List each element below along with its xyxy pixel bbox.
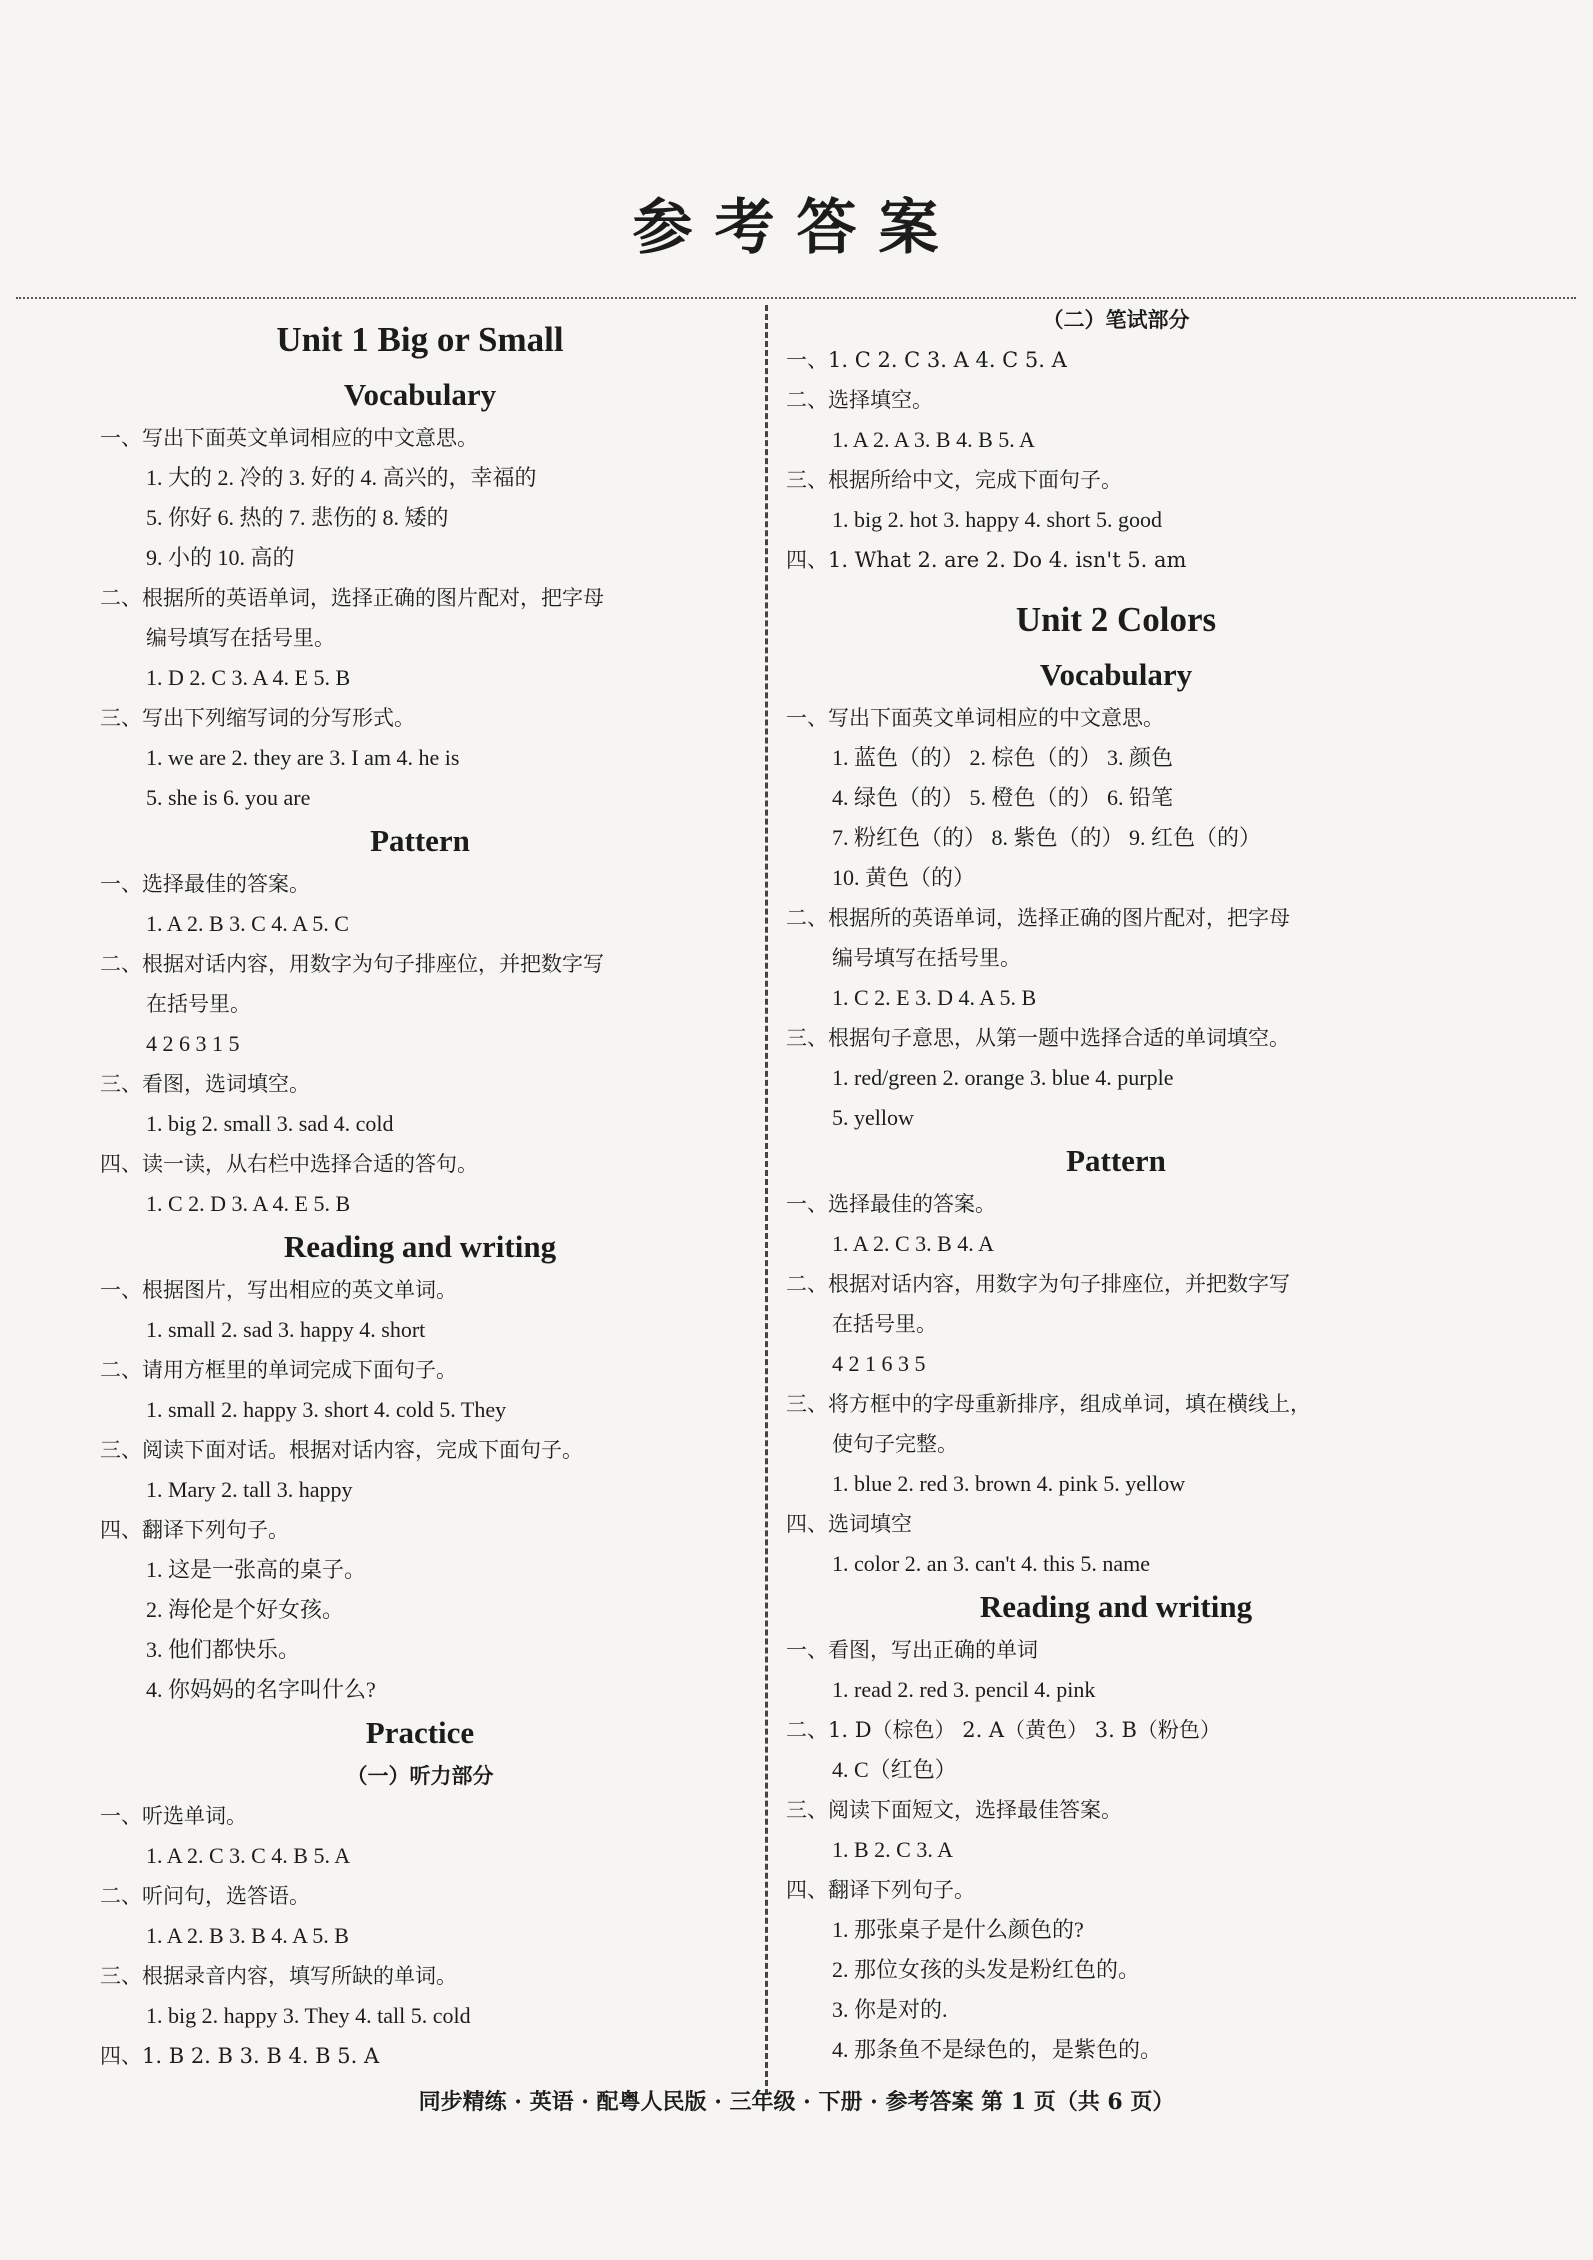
answer-line: 4 2 1 6 3 5 [832,1351,926,1376]
question-continuation: 在括号里。 [832,1312,937,1336]
answer-line: 1. read 2. red 3. pencil 4. pink [832,1677,1096,1702]
answer-line: 1. A 2. C 3. B 4. A [832,1231,994,1256]
section-heading: Pattern [1066,1143,1166,1178]
answer-line: 4 2 6 3 1 5 [146,1031,240,1056]
answer-line: 1. we are 2. they are 3. I am 4. he is [146,745,460,770]
section-heading: Vocabulary [1039,657,1193,692]
question-line: 一、写出下面英文单词相应的中文意思。 [786,706,1164,730]
unit-heading: Unit 2 Colors [1015,600,1217,639]
answer-line: 1. big 2. hot 3. happy 4. short 5. good [832,507,1162,532]
question-continuation: 在括号里。 [146,992,251,1016]
left-column [100,300,740,2076]
answer-line: 1. big 2. small 3. sad 4. cold [146,1111,394,1136]
answer-line: 10. 黄色（的） [832,865,976,890]
answer-line: 1. small 2. happy 3. short 4. cold 5. They [146,1397,507,1422]
question-line: 一、1. C 2. C 3. A 4. C 5. A [786,348,1067,372]
answer-line: 1. A 2. A 3. B 4. B 5. A [832,427,1035,452]
answer-line: 1. B 2. C 3. A [832,1837,954,1862]
answer-line: 5. she is 6. you are [146,785,311,810]
answer-line: 1. 这是一张高的桌子。 [146,1557,367,1582]
column-divider [765,305,768,2095]
answer-line: 4. 你妈妈的名字叫什么? [146,1677,376,1702]
question-line: 一、看图，写出正确的单词 [786,1638,1038,1662]
question-line: 三、阅读下面短文，选择最佳答案。 [786,1798,1122,1822]
question-line: 二、选择填空。 [786,388,933,412]
answer-line: 4. 绿色（的） 5. 橙色（的） 6. 铅笔 [832,785,1174,810]
question-line: 四、翻译下列句子。 [100,1518,289,1542]
question-line: 二、根据对话内容，用数字为句子排座位，并把数字写 [100,952,604,976]
question-line: 三、写出下列缩写词的分写形式。 [100,706,415,730]
question-line: 一、选择最佳的答案。 [100,872,310,896]
question-continuation: 编号填写在括号里。 [146,626,335,650]
subsection-heading: （一）听力部分 [346,1764,494,1788]
answer-line: 1. C 2. E 3. D 4. A 5. B [832,985,1037,1010]
answer-line: 3. 他们都快乐。 [146,1637,301,1662]
answer-line: 2. 海伦是个好女孩。 [146,1597,345,1622]
answer-line: 7. 粉红色（的） 8. 紫色（的） 9. 红色（的） [832,825,1262,850]
answer-line: 1. 蓝色（的） 2. 棕色（的） 3. 颜色 [832,745,1174,770]
answer-line: 3. 你是对的. [832,1997,948,2022]
question-line: 一、选择最佳的答案。 [786,1192,996,1216]
answer-line: 1. 大的 2. 冷的 3. 好的 4. 高兴的，幸福的 [146,465,537,490]
question-line: 一、根据图片，写出相应的英文单词。 [100,1278,457,1302]
answer-line: 4. C（红色） [832,1757,957,1782]
answer-line: 1. C 2. D 3. A 4. E 5. B [146,1191,351,1216]
question-line: 三、根据句子意思，从第一题中选择合适的单词填空。 [786,1026,1290,1050]
unit-heading: Unit 1 Big or Small [276,320,564,359]
answer-line: 1. small 2. sad 3. happy 4. short [146,1317,426,1342]
question-line: 四、1. What 2. are 2. Do 4. isn't 5. am [786,548,1187,572]
question-line: 三、将方框中的字母重新排序，组成单词，填在横线上， [786,1392,1311,1416]
answer-line: 4. 那条鱼不是绿色的，是紫色的。 [832,2037,1163,2062]
question-line: 四、选词填空 [786,1512,912,1536]
question-continuation: 使句子完整。 [832,1432,958,1456]
question-line: 三、阅读下面对话。根据对话内容，完成下面句子。 [100,1438,583,1462]
answer-line: 1. D 2. C 3. A 4. E 5. B [146,665,351,690]
question-line: 三、看图，选词填空。 [100,1072,310,1096]
question-line: 二、1. D（棕色） 2. A（黄色） 3. B（粉色） [786,1718,1221,1742]
section-heading: Practice [365,1715,475,1750]
section-heading: Reading and writing [283,1229,557,1264]
answer-line: 1. A 2. C 3. C 4. B 5. A [146,1843,351,1868]
answer-line: 1. 那张桌子是什么颜色的? [832,1917,1084,1942]
section-heading: Pattern [370,823,470,858]
question-continuation: 编号填写在括号里。 [832,946,1021,970]
answer-line: 1. A 2. B 3. B 4. A 5. B [146,1923,349,1948]
page-footer: 同步精练 · 英语 · 配粤人民版 · 三年级 · 下册 · 参考答案 第 1 页（共 6 页） [418,2089,1175,2115]
question-line: 四、读一读，从右栏中选择合适的答句。 [100,1152,478,1176]
question-line: 四、翻译下列句子。 [786,1878,975,1902]
question-line: 四、1. B 2. B 3. B 4. B 5. A [100,2044,380,2068]
question-line: 一、写出下面英文单词相应的中文意思。 [100,426,478,450]
answer-line: 9. 小的 10. 高的 [146,545,295,570]
answer-line: 1. color 2. an 3. can't 4. this 5. name [832,1551,1151,1576]
section-heading: Reading and writing [979,1589,1253,1624]
answer-line: 2. 那位女孩的头发是粉红色的。 [832,1957,1141,1982]
top-divider [16,297,1576,299]
question-line: 二、听问句，选答语。 [100,1884,310,1908]
question-line: 二、请用方框里的单词完成下面句子。 [100,1358,457,1382]
answer-line: 1. blue 2. red 3. brown 4. pink 5. yellow [832,1471,1186,1496]
answer-line: 5. yellow [832,1105,914,1130]
question-line: 三、根据所给中文，完成下面句子。 [786,468,1122,492]
question-line: 二、根据所的英语单词，选择正确的图片配对，把字母 [786,906,1290,930]
page-title: 参考答案 [632,193,961,263]
right-column [786,300,1446,2070]
section-heading: Vocabulary [343,377,497,412]
question-line: 三、根据录音内容，填写所缺的单词。 [100,1964,457,1988]
answer-line: 1. A 2. B 3. C 4. A 5. C [146,911,349,936]
question-line: 一、听选单词。 [100,1804,247,1828]
answer-line: 5. 你好 6. 热的 7. 悲伤的 8. 矮的 [146,505,449,530]
answer-line: 1. red/green 2. orange 3. blue 4. purple [832,1065,1174,1090]
question-line: 二、根据对话内容，用数字为句子排座位，并把数字写 [786,1272,1290,1296]
answer-line: 1. big 2. happy 3. They 4. tall 5. cold [146,2003,471,2028]
question-line: 二、根据所的英语单词，选择正确的图片配对，把字母 [100,586,604,610]
answer-line: 1. Mary 2. tall 3. happy [146,1477,353,1502]
subsection-heading: （二）笔试部分 [1042,308,1190,332]
